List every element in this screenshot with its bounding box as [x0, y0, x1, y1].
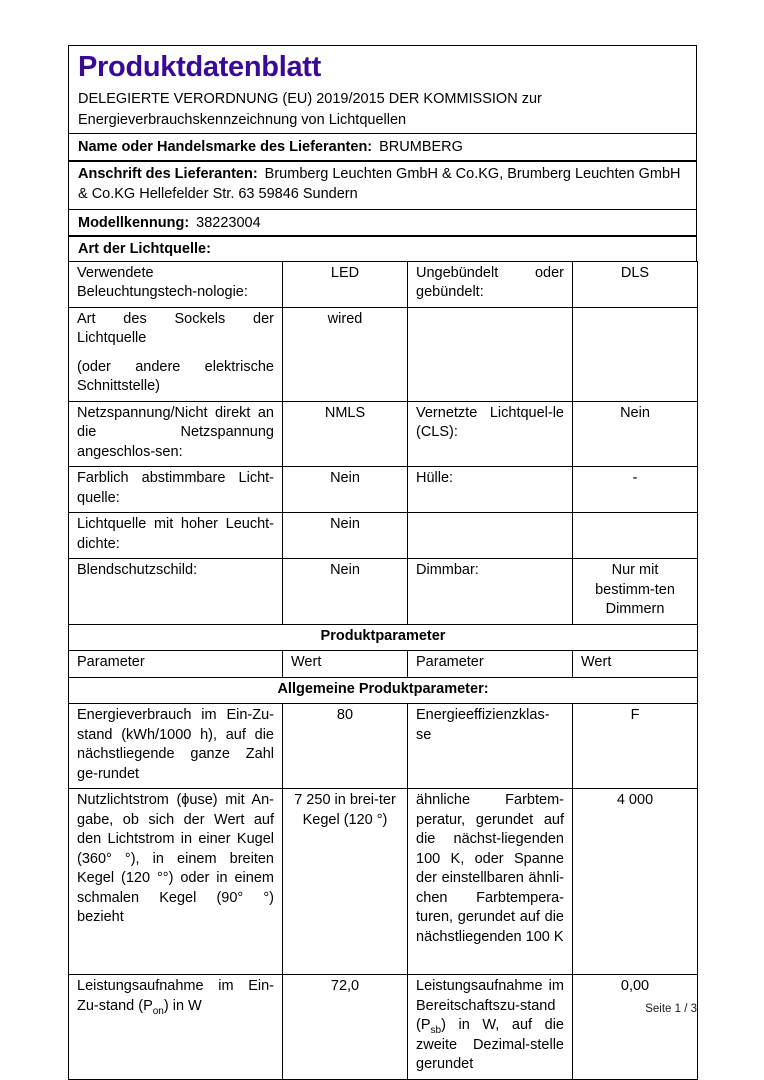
param-cell-energieeffizienzklasse: Energieeffizienzklas-se	[408, 704, 573, 789]
param-cell-blendschutzschild: Blendschutzschild:	[69, 559, 283, 625]
param-cell-dimmbar: Dimmbar:	[408, 559, 573, 625]
value-cell-farblich-abstimmbar: Nein	[283, 467, 408, 513]
param-cell-empty	[408, 307, 573, 401]
column-header-parameter-1: Parameter	[69, 651, 283, 678]
param-cell-nutzlichtstrom: Nutzlichtstrom (ϕuse) mit An-gabe, ob sich der Wert auf den Lichtstrom in einer Kugel (360° °), in einem breiten Kegel (120 °°) oder in einem schmalen Kegel (90° °) bezieht	[69, 789, 283, 975]
param-cell-beleuchtungstechnologie: Verwendete Beleuchtungstech-nologie:	[69, 261, 283, 307]
value-cell-leistungsaufnahme-standby: 0,00	[573, 975, 698, 1080]
column-header-wert-1: Wert	[283, 651, 408, 678]
leistungsaufnahme-ein-text: Leistungsaufnahme im Ein-Zu-stand (P	[77, 978, 274, 1014]
supplier-address-label: Anschrift des Lieferanten:	[78, 166, 258, 182]
value-cell-dimmbar: Nur mit bestimm-ten Dimmern	[573, 559, 698, 625]
leistungsaufnahme-ein-unit: ) in W	[163, 997, 202, 1014]
param-sockel-line2: (oder andere elektrische Schnittstelle)	[77, 358, 274, 394]
value-cell-huelle: -	[573, 467, 698, 513]
value-cell-nutzlichtstrom: 7 250 in brei-ter Kegel (120 °)	[283, 789, 408, 975]
p-on-subscript: on	[152, 1005, 164, 1017]
value-cell-leistungsaufnahme-ein: 72,0	[283, 975, 408, 1080]
supplier-address-row	[68, 160, 697, 210]
allgemeine-produktparameter-title: Allgemeine Produktparameter:	[69, 677, 698, 704]
table-row	[69, 401, 698, 467]
model-id-value: 38223004	[196, 214, 261, 231]
table-row	[69, 467, 698, 513]
supplier-name-label: Name oder Handelsmarke des Lieferanten:	[78, 138, 373, 155]
produktparameter-section-title: Produktparameter	[69, 624, 698, 651]
table-row	[69, 975, 698, 1080]
leistungsaufnahme-standby-unit: ) in W, auf die zweite Dezimal-stelle gerundet	[416, 1017, 564, 1072]
param-cell-leistungsaufnahme-standby	[408, 975, 573, 1080]
param-cell-farblich-abstimmbar: Farblich abstimmbare Licht-quelle:	[69, 467, 283, 513]
table-row	[69, 307, 698, 401]
value-cell-farbtemperatur: 4 000	[573, 789, 698, 975]
param-cell-netzspannung: Netzspannung/Nicht direkt an die Netzspannung angeschlos-sen:	[69, 401, 283, 467]
param-cell-huelle: Hülle:	[408, 467, 573, 513]
table-row	[69, 704, 698, 789]
model-id-row	[68, 209, 697, 237]
param-cell-leistungsaufnahme-ein	[69, 975, 283, 1080]
regulation-subtitle-line1: DELEGIERTE VERORDNUNG (EU) 2019/2015 DER KOMMISSION zur	[78, 91, 542, 108]
param-cell-farbtemperatur: ähnliche Farbtem-peratur, gerundet auf die nächst-liegenden 100 K, oder Spanne der einstellbaren ähnli-chen Farbtempera-turen, gerundet auf die nächstliegenden 100 K	[408, 789, 573, 975]
column-header-parameter-2: Parameter	[408, 651, 573, 678]
leistungsaufnahme-standby-text: Leistungsaufnahme im Bereitschaftszu-stand (P	[416, 978, 564, 1033]
table-row	[69, 789, 698, 975]
value-cell-netzspannung: NMLS	[283, 401, 408, 467]
page-title: Produktdatenblatt	[78, 51, 322, 83]
param-sockel-line1: Art des Sockels der Lichtquelle	[77, 310, 274, 346]
param-cell-gebuendelt: Ungebündelt oder gebündelt:	[408, 261, 573, 307]
document-content	[68, 45, 697, 1080]
param-cell-energieverbrauch: Energieverbrauch im Ein-Zu-stand (kWh/1000 h), auf die nächstliegende ganze Zahl ge-rundet	[69, 704, 283, 789]
parameter-table	[68, 261, 698, 1080]
value-cell-sockel: wired	[283, 307, 408, 401]
header-box	[68, 45, 697, 134]
value-cell-hohe-leuchtdichte: Nein	[283, 513, 408, 559]
param-cell-empty2	[408, 513, 573, 559]
table-row	[69, 513, 698, 559]
value-cell-vernetzte-lichtquelle: Nein	[573, 401, 698, 467]
subsection-header-row	[69, 677, 698, 704]
param-cell-hohe-leuchtdichte: Lichtquelle mit hoher Leucht-dichte:	[69, 513, 283, 559]
value-cell-blendschutzschild: Nein	[283, 559, 408, 625]
value-cell-technologie: LED	[283, 261, 408, 307]
table-row	[69, 261, 698, 307]
value-cell-empty2	[573, 513, 698, 559]
regulation-subtitle-line2: Energieverbrauchskennzeichnung von Lichtquellen	[78, 111, 407, 128]
model-id-label: Modellkennung:	[78, 214, 190, 231]
supplier-name-row	[68, 133, 697, 162]
column-header-wert-2: Wert	[573, 651, 698, 678]
value-cell-empty	[573, 307, 698, 401]
table-row	[69, 559, 698, 625]
supplier-name-value: BRUMBERG	[379, 138, 463, 155]
section-header-row	[69, 624, 698, 651]
supplier-address-value: Brumberg Leuchten GmbH & Co.KG, Brumberg Leuchten GmbH & Co.KG Hellefelder Str. 63 59846 Sundern	[78, 166, 681, 202]
param-cell-vernetzte-lichtquelle: Vernetzte Lichtquel-le (CLS):	[408, 401, 573, 467]
light-source-section-header	[68, 235, 697, 262]
value-cell-energieverbrauch: 80	[283, 704, 408, 789]
value-cell-gebuendelt: DLS	[573, 261, 698, 307]
param-cell-sockel	[69, 307, 283, 401]
regulation-subtitle	[78, 89, 687, 130]
column-header-row	[69, 651, 698, 678]
page-number: Seite 1 / 3	[645, 1003, 697, 1015]
light-source-section-title: Art der Lichtquelle:	[78, 241, 211, 257]
p-sb-subscript: sb	[430, 1024, 442, 1036]
value-cell-energieeffizienzklasse: F	[573, 704, 698, 789]
